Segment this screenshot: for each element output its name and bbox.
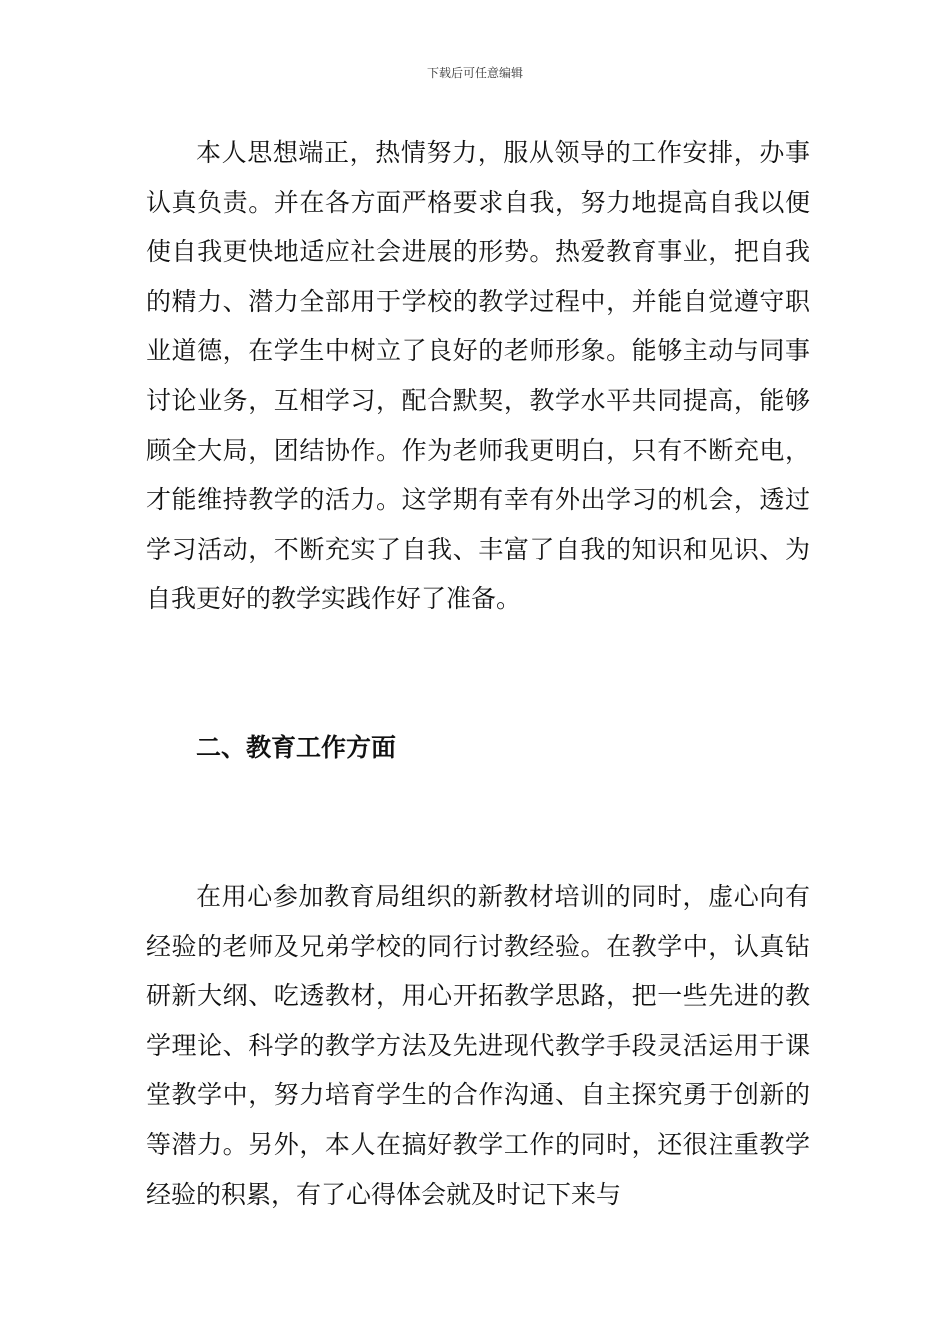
page-header: 下载后可任意编辑: [426, 66, 523, 80]
body-paragraph-2: 在用心参加教育局组织的新教材培训的同时，虚心向有经验的老师及兄弟学校的同行讨教经验。在教学中，认真钻研新大纲、吃透教材，用心开拓教学思路，把一些先进的教学理论、科学的教学方法及先进现代教学手段灵活运用于课堂教学中，努力培育学生的合作沟通、自主探究勇于创新的等潜力。另外，本人在搞好教学工作的同时，还很注重教学经验的积累，有了心得体会就及时记下来与: [146, 882, 810, 1209]
section-heading: 二、教育工作方面: [196, 733, 397, 762]
body-paragraph-1: 本人思想端正，热情努力，服从领导的工作安排，办事认真负责。并在各方面严格要求自我，努力地提高自我以便使自我更快地适应社会进展的形势。热爱教育事业，把自我的精力、潜力全部用于学校的教学过程中，并能自觉遵守职业道德，在学生中树立了良好的老师形象。能够主动与同事讨论业务，互相学习，配合默契，教学水平共同提高，能够顾全大局，团结协作。作为老师我更明白，只有不断充电，才能维持教学的活力。这学期有幸有外出学习的机会，透过学习活动，不断充实了自我、丰富了自我的知识和见识、为自我更好的教学实践作好了准备。: [146, 138, 810, 614]
